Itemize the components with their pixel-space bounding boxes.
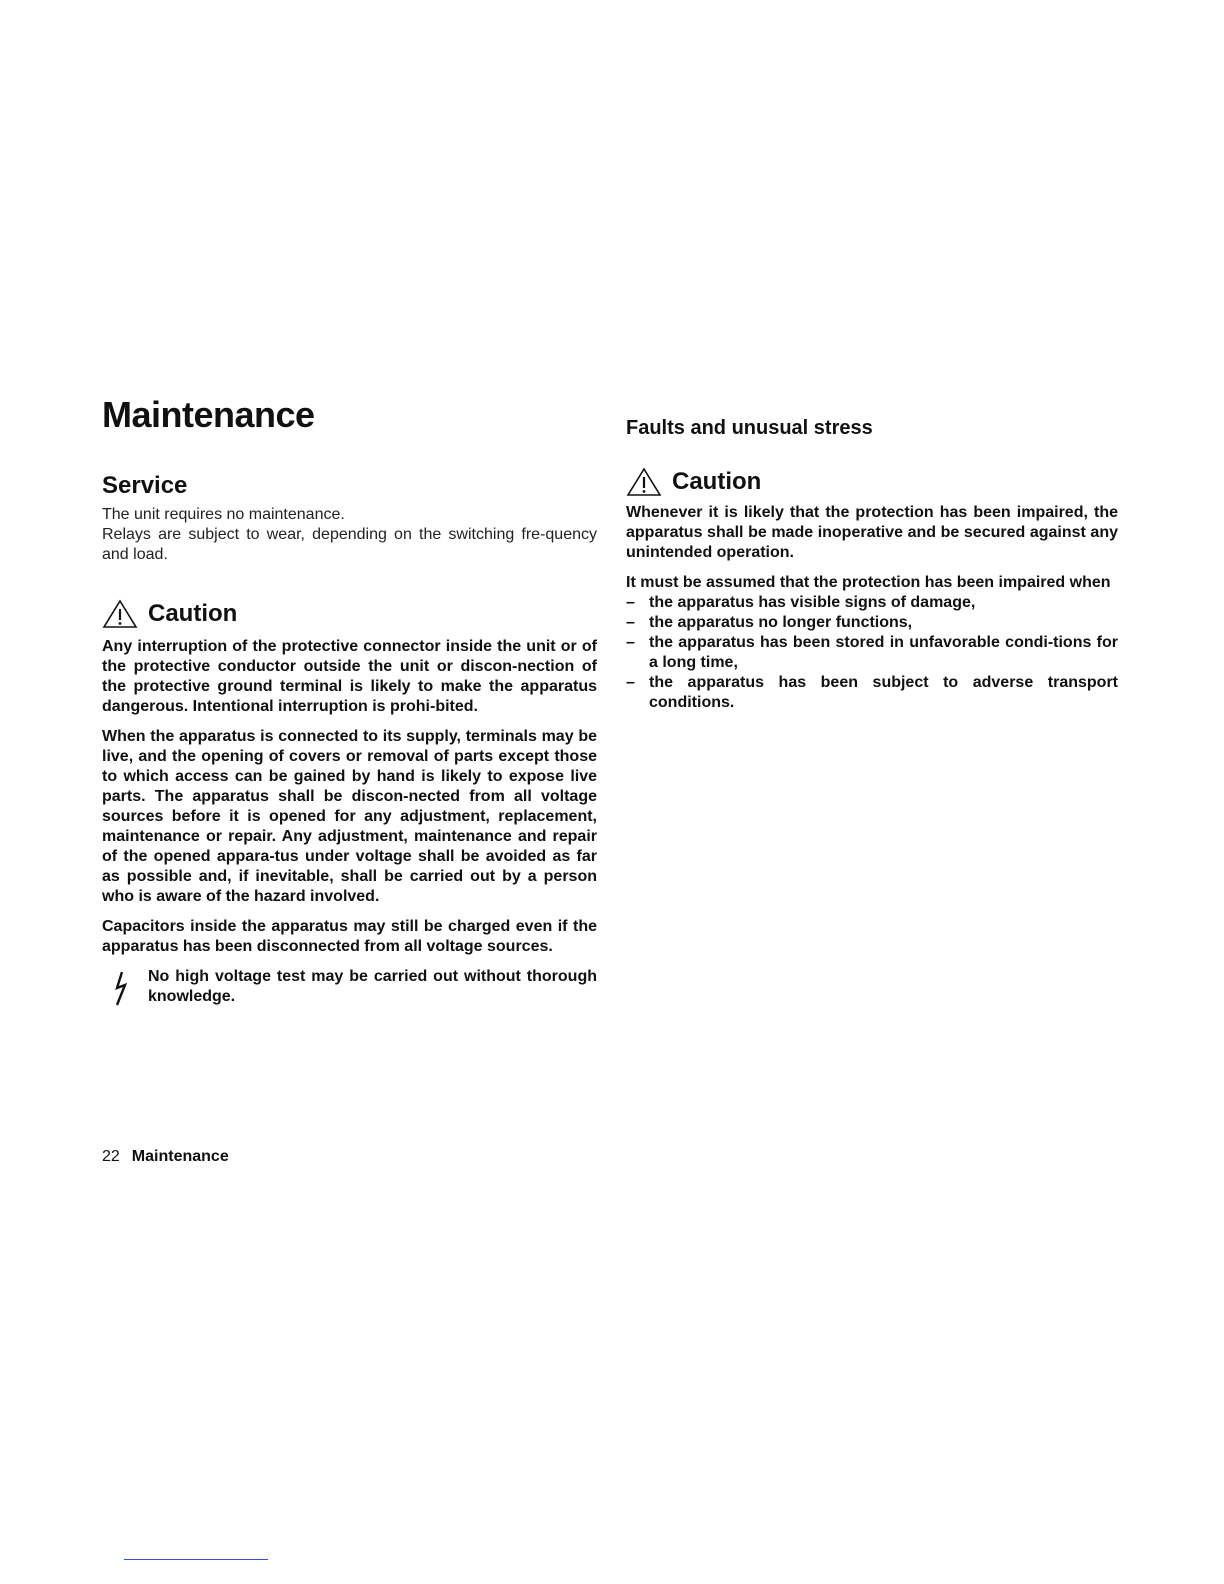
service-heading: Service <box>102 472 188 499</box>
caution-heading-right <box>626 467 1118 497</box>
left-column <box>102 395 597 1012</box>
service-line-2: Relays are subject to wear, depending on the switching fre-quency and load. <box>102 526 597 563</box>
list-item: – the apparatus has visible signs of damage, <box>626 594 976 611</box>
high-voltage-text: No high voltage test may be carried out without thorough knowledge. <box>148 968 597 1005</box>
list-item: – the apparatus has been subject to adverse transport conditions. <box>626 674 1118 711</box>
faults-paragraph-1: Whenever it is likely that the protection has been impaired, the apparatus shall be made inoperative and be secured against any unintended operation. <box>626 504 1118 561</box>
high-voltage-note <box>102 967 597 1012</box>
faults-heading: Faults and unusual stress <box>626 417 873 439</box>
list-item: – the apparatus no longer functions, <box>626 614 913 631</box>
list-item: – the apparatus has been stored in unfavorable condi-tions for a long time, <box>626 634 1118 671</box>
service-line-1: The unit requires no maintenance. <box>102 506 345 523</box>
caution-title-left: Caution <box>148 600 238 627</box>
faults-list <box>626 593 1118 713</box>
page-footer <box>102 1147 229 1167</box>
high-voltage-icon <box>102 969 132 1007</box>
page-title: Maintenance <box>102 394 315 435</box>
faults-paragraph-2: It must be assumed that the protection has been impaired when <box>626 574 1111 591</box>
page-number: 22 <box>102 1148 120 1165</box>
caution-paragraph-1: Any interruption of the protective connector inside the unit or of the protective conductor outside the unit or discon-nection of the protective ground terminal is likely to make the apparatus dangerous. Intentional interruption is prohi-bited. <box>102 638 597 715</box>
caution-title-right: Caution <box>672 468 762 495</box>
warning-triangle-icon <box>626 467 662 497</box>
footer-section-label: Maintenance <box>131 1148 229 1165</box>
caution-paragraph-3: Capacitors inside the apparatus may still be charged even if the apparatus has been disconnected from all voltage sources. <box>102 918 597 955</box>
caution-heading-left <box>102 599 597 629</box>
warning-triangle-icon <box>102 599 138 629</box>
bottom-rule <box>124 1559 268 1560</box>
caution-paragraph-2: When the apparatus is connected to its supply, terminals may be live, and the opening of covers or removal of parts except those to which access can be gained by hand is likely to expose live parts. The apparatus shall be discon-nected from all voltage sources before it is opened for any adjustment, replacement, maintenance or repair. Any adjustment, maintenance and repair of the opened appara-tus under voltage shall be avoided as far as possible and, if inevitable, shall be carried out by a person who is aware of the hazard involved. <box>102 728 597 905</box>
right-column <box>626 415 1118 713</box>
